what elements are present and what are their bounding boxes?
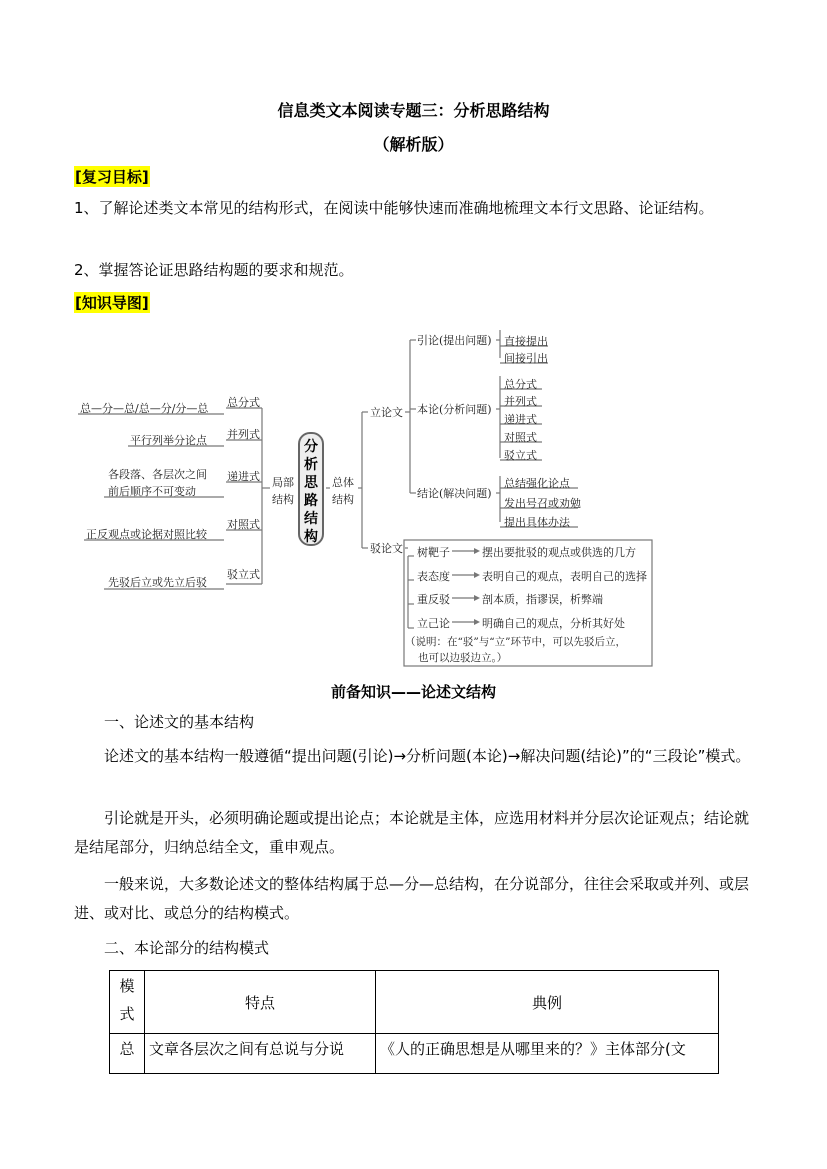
review-item-2: 2、掌握答论证思路结构题的要求和规范。 [74, 261, 354, 279]
table-header-mode: 模 式 [110, 971, 145, 1034]
table-header-example: 典例 [376, 971, 719, 1034]
prep-heading-2: 二、本论部分的结构模式 [104, 939, 270, 957]
ben-lun-item: 并列式 [504, 395, 537, 408]
left-node-desc: 平行列举分论点 [130, 434, 207, 447]
bo-step-key: 树靶子 [417, 546, 450, 559]
bo-step-value: 表明自己的观点，表明自己的选择 [482, 570, 647, 583]
yin-lun-label: 引论(提出问题) [417, 334, 492, 347]
table-cell-feature: 文章各层次之间有总说与分说 [145, 1034, 376, 1074]
yin-lun-item: 间接引出 [504, 352, 548, 365]
prep-paragraph-2: 引论就是开头，必须明确论题或提出论点；本论就是主体，应选用材料并分层次论证观点；结论就是结尾部分，归纳总结全文，重申观点。 [74, 809, 750, 856]
table-cell-mode: 总 [110, 1034, 145, 1074]
left-node-desc: 总—分—总/总—分/分—总 [80, 402, 209, 415]
ben-lun-item: 对照式 [504, 431, 537, 444]
bo-step-value: 明确自己的观点，分析其好处 [482, 617, 625, 630]
left-node-desc: 各段落、各层次之间 [108, 468, 207, 481]
table-row [110, 1034, 719, 1074]
left-node-label: 驳立式 [227, 568, 260, 581]
table-cell-example: 《人的正确思想是从哪里来的？》主体部分(文 [376, 1034, 719, 1074]
prep-heading-1: 一、论述文的基本结构 [104, 713, 255, 731]
prep-paragraph-1: 论述文的基本结构一般遵循“提出问题(引论)→分析问题(本论)→解决问题(结论)”的“三段论”模式。 [104, 747, 751, 765]
doc-subtitle: （解析版） [373, 135, 454, 154]
left-node-label: 并列式 [227, 428, 260, 441]
doc-title: 信息类文本阅读专题三：分析思路结构 [277, 101, 550, 120]
bo-note: 也可以边驳边立。） [418, 652, 508, 664]
prep-title: 前备知识——论述文结构 [330, 683, 496, 701]
left-node-desc: 正反观点或论据对照比较 [86, 528, 207, 541]
mindmap-heading: [知识导图] [75, 294, 149, 312]
local-structure-label: 结构 [272, 493, 294, 506]
jie-lun-item: 提出具体办法 [504, 516, 570, 529]
yin-lun-item: 直接提出 [504, 335, 548, 348]
jie-lun-item: 总结强化论点 [504, 477, 570, 490]
bo-lun-wen-label: 驳论文 [370, 542, 403, 555]
mindmap-center: 分 析 思 路 结 构 [298, 432, 324, 546]
bo-step-key: 重反驳 [417, 593, 450, 606]
ben-lun-item: 递进式 [504, 413, 537, 426]
overall-structure-label: 结构 [332, 493, 354, 506]
table-header-row [110, 971, 719, 1034]
left-node-label: 对照式 [227, 518, 260, 531]
prep-paragraph-3: 一般来说，大多数论述文的整体结构属于总—分—总结构，在分说部分，往往会采取或并列、或层进、或对比、或总分的结构模式。 [74, 875, 750, 922]
overall-structure-label: 总体 [332, 476, 354, 489]
left-node-desc: 先驳后立或先立后驳 [108, 576, 207, 589]
left-node-desc: 前后顺序不可变动 [108, 485, 196, 498]
left-node-label: 递进式 [227, 470, 260, 483]
local-structure-label: 局部 [272, 476, 294, 489]
bo-step-key: 立己论 [417, 617, 450, 630]
bo-step-value: 剖本质，指谬误，析弊端 [482, 593, 603, 606]
li-lun-wen-label: 立论文 [370, 406, 403, 419]
ben-lun-item: 总分式 [504, 378, 537, 391]
jie-lun-item: 发出号召或劝勉 [504, 497, 581, 510]
review-heading: [复习目标] [75, 168, 149, 186]
ben-lun-label: 本论(分析问题) [417, 403, 492, 416]
jie-lun-label: 结论(解决问题) [417, 487, 492, 500]
left-node-label: 总分式 [227, 396, 260, 409]
ben-lun-item: 驳立式 [504, 449, 537, 462]
review-item-1: 1、了解论述类文本常见的结构形式，在阅读中能够快速而准确地梳理文本行文思路、论证结构。 [74, 199, 714, 217]
bo-note: （说明：在“驳”与“立”环节中，可以先驳后立， [405, 636, 626, 648]
table-header-feature: 特点 [145, 971, 376, 1034]
bo-step-key: 表态度 [417, 570, 450, 583]
modes-table [109, 970, 719, 1074]
bo-step-value: 摆出要批驳的观点或供选的几方 [482, 546, 636, 559]
